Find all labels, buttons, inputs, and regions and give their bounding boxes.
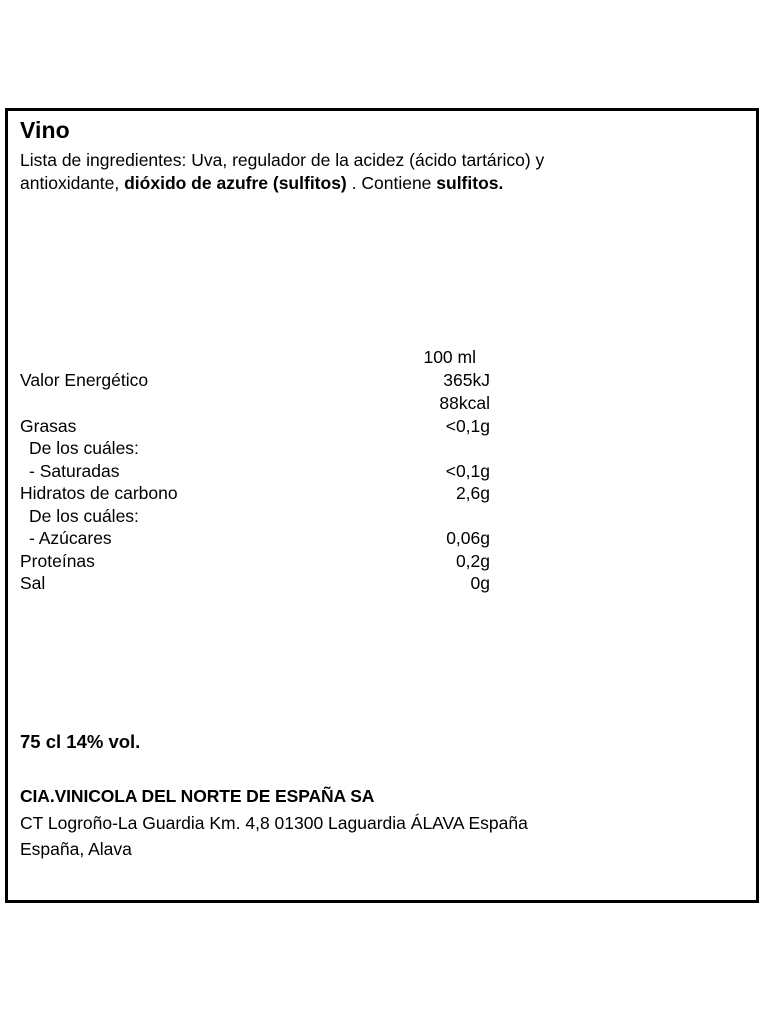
producer-company-name: CIA.VINICOLA DEL NORTE DE ESPAÑA SA	[20, 786, 375, 806]
row-value: <0,1g	[445, 460, 490, 481]
allergen-sulfur-dioxide: dióxido de azufre (sulfitos)	[124, 173, 347, 193]
volume-and-alcohol: 75 cl 14% vol.	[20, 731, 141, 752]
row-value: 365kJ	[443, 370, 490, 390]
allergen-sulfites: sulfitos.	[436, 173, 504, 193]
table-row-carbohydrates	[20, 482, 490, 505]
row-label: - Saturadas	[29, 460, 120, 481]
row-label: - Azúcares	[29, 528, 112, 548]
ingredients-list	[20, 149, 630, 195]
table-row-saturates	[20, 460, 490, 483]
nutrition-serving-header-row	[20, 346, 490, 369]
ingredients-middle: . Contiene	[346, 173, 437, 193]
producer-address-line-2: España, Alava	[20, 839, 132, 859]
row-value: 0,2g	[455, 550, 490, 571]
row-label: De los cuáles:	[29, 505, 139, 526]
row-value: <0,1g	[445, 415, 490, 436]
row-label: Hidratos de carbono	[20, 483, 178, 503]
row-label: Valor Energético	[20, 370, 149, 390]
row-label: Proteínas	[20, 550, 95, 571]
table-row-sugars	[20, 527, 490, 550]
table-row-energy-kcal	[20, 392, 490, 415]
producer-address-line-1: CT Logroño-La Guardia Km. 4,8 01300 Laguardia ÁLAVA España	[20, 812, 528, 833]
table-row-fat-of-which	[20, 437, 490, 460]
ingredients-prefix: Lista de ingredientes: Uva, regulador de la acidez (ácido tartárico) y antioxidante,	[20, 150, 545, 193]
product-name: Vino	[20, 117, 70, 143]
row-label: De los cuáles:	[29, 438, 139, 458]
nutrition-table	[20, 346, 490, 595]
table-row-protein	[20, 550, 490, 573]
serving-size: 100 ml	[423, 347, 476, 367]
row-label: Sal	[20, 573, 46, 593]
row-label: Grasas	[20, 415, 77, 436]
producer-info	[20, 783, 640, 863]
table-row-energy-kj	[20, 369, 490, 392]
table-row-salt	[20, 572, 490, 595]
table-row-fat	[20, 415, 490, 438]
row-value: 0g	[470, 573, 490, 593]
row-value: 0,06g	[446, 528, 490, 548]
row-value: 88kcal	[439, 392, 490, 413]
table-row-carbs-of-which	[20, 505, 490, 528]
row-value: 2,6g	[455, 483, 490, 503]
product-label-panel	[5, 108, 759, 903]
